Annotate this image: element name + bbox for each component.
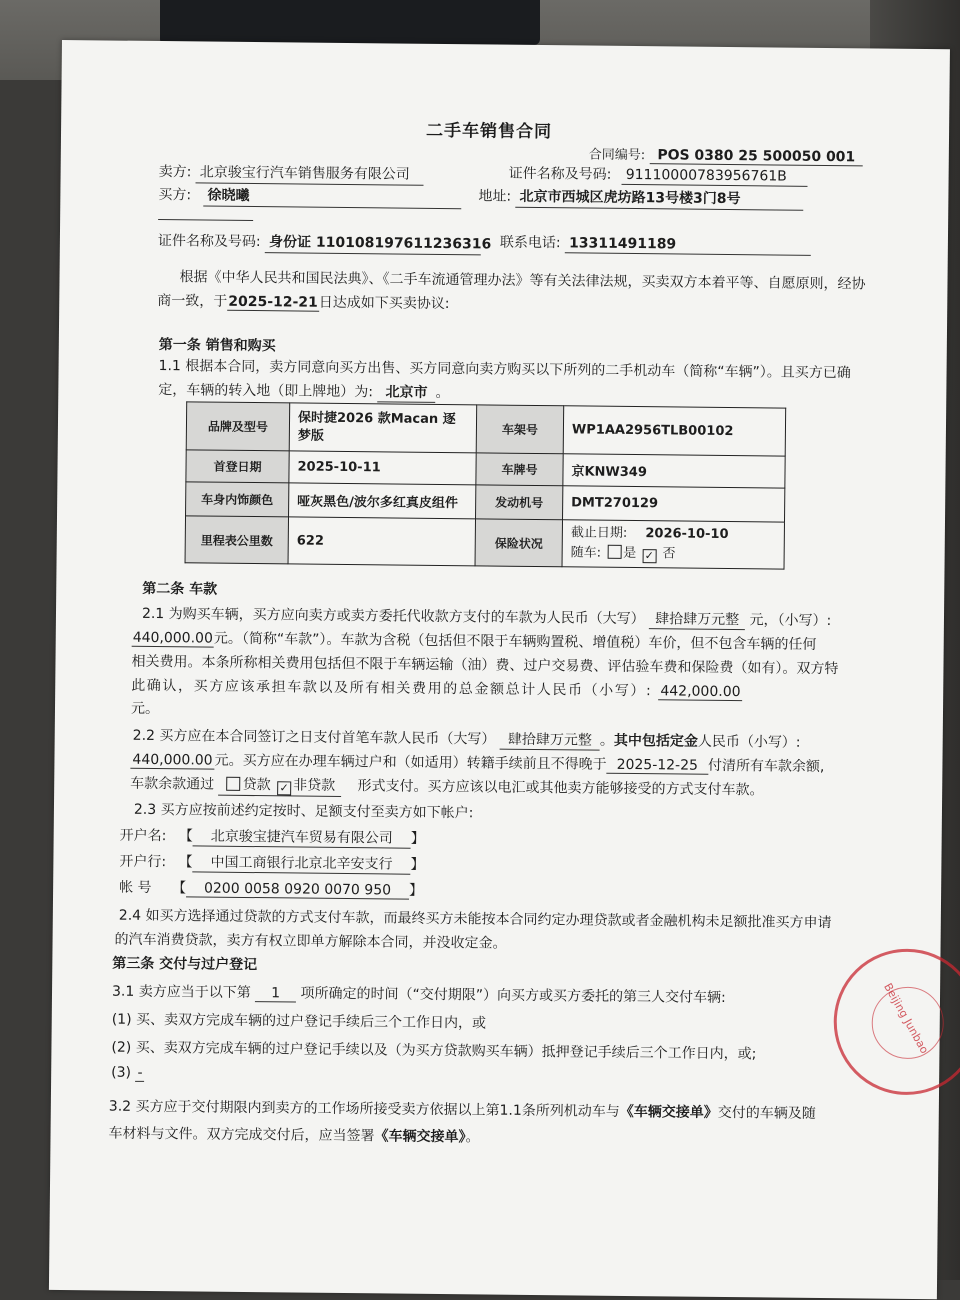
article2-p2-line2 bbox=[130, 749, 824, 776]
a2p2-f: 车款余款通过 bbox=[130, 775, 215, 793]
plate-value: 京KNW349 bbox=[563, 454, 785, 488]
color-label: 车身内饰颜色 bbox=[186, 482, 289, 517]
vin-label: 车架号 bbox=[476, 405, 563, 454]
a2p1-e: 此确认，买方应该承担车款以及所有相关费用的总金额总计人民币（小写）: bbox=[131, 677, 653, 700]
intro-post: 日达成如下买卖协议: bbox=[318, 294, 450, 313]
insurance-cell bbox=[562, 520, 784, 569]
article1-p1-line2 bbox=[158, 379, 449, 403]
buyer-addr-row bbox=[478, 185, 803, 210]
agreement-date: 2025-12-21 bbox=[228, 293, 318, 311]
price-uppercase: 肆拾肆万元整 bbox=[649, 608, 745, 630]
a3p2-a: 3.2 买方应于交付期限内到卖方的工作场所接受卖方依据以上第1.1条所列机动车与 bbox=[108, 1098, 620, 1120]
seller-id-row bbox=[509, 163, 808, 187]
yes-checkbox[interactable] bbox=[607, 545, 621, 559]
seller-id-value: 91110000783956761B bbox=[622, 167, 808, 187]
seller-id-label: 证件名称及号码: bbox=[508, 165, 612, 183]
buyer-label: 买方: bbox=[158, 187, 192, 204]
final-payment-date: 2025-12-25 bbox=[607, 757, 709, 775]
insurance-expiry bbox=[571, 523, 776, 545]
buyer-phone-row bbox=[500, 232, 811, 256]
contract-no-label: 合同编号: bbox=[588, 147, 646, 164]
buyer-value: 徐晓曦 bbox=[203, 184, 461, 209]
insurance-expiry-label: 截止日期: bbox=[570, 525, 628, 541]
a3p2-b: 交付的车辆及随 bbox=[717, 1104, 816, 1122]
account-name-value: 北京骏宝捷汽车贸易有限公司 bbox=[193, 825, 411, 848]
seller-value: 北京骏宝行汽车销售服务有限公司 bbox=[196, 161, 424, 185]
loan-checkbox[interactable] bbox=[227, 777, 241, 791]
price-number: 440,000.00 bbox=[132, 629, 213, 647]
engine-label: 发动机号 bbox=[476, 485, 563, 520]
brand-label: 品牌及型号 bbox=[186, 402, 289, 451]
mileage-label: 里程表公里数 bbox=[185, 516, 288, 564]
with-car-label: 随车: bbox=[570, 545, 602, 561]
a2p2-c: 人民币（小写）: bbox=[697, 733, 801, 751]
reg-date-value: 2025-10-11 bbox=[289, 451, 476, 485]
article2-p2-line3 bbox=[130, 773, 764, 802]
no-loan-checkbox[interactable]: ✓ bbox=[277, 781, 291, 795]
reg-date-label: 首登日期 bbox=[186, 450, 289, 483]
article1-p1-pre: 定，车辆的转入地（即上牌地）为: bbox=[158, 382, 374, 401]
delivery-option-number: 1 bbox=[255, 985, 296, 1002]
first-payment-number: 440,000.00 bbox=[130, 752, 214, 770]
account-bank-value: 中国工商银行北京北辛安支行 bbox=[192, 851, 410, 874]
article2-p1-line3: 相关费用。本条所称相关费用包括但不限于车辆运输（油）费、过户交易费、评估验车费和保险费（如有）。双方特 bbox=[131, 653, 839, 678]
a2p2-a: 2.2 买方应在本合同签订之日支付首笔车款人民币（大写） bbox=[132, 727, 496, 748]
buyer-addr-value: 北京市西城区虎坊路13号楼3门8号 bbox=[515, 186, 803, 211]
vin-value: WP1AA2956TLB00102 bbox=[563, 406, 785, 456]
article2-p2-line1 bbox=[133, 725, 801, 753]
blank-line bbox=[158, 219, 253, 221]
handover-doc: 《车辆交接单》 bbox=[619, 1103, 718, 1121]
a3p2-d: 。 bbox=[465, 1129, 480, 1146]
handover-doc-2: 《车辆交接单》 bbox=[374, 1128, 466, 1146]
article3-p1 bbox=[112, 981, 726, 1007]
article1-p1-line1: 1.1 根据本合同，卖方同意向买方出售、买方同意向卖方购买以下所列的二手机动车（简称“车辆”）。且买方已确 bbox=[158, 358, 851, 382]
option3-label: (3) bbox=[111, 1064, 132, 1081]
first-payment-uppercase: 肆拾肆万元整 bbox=[500, 729, 600, 751]
account-no-row: 帐 号 【 0200 0058 0920 0070 950 】 bbox=[119, 879, 424, 899]
insurance-expiry-value: 2026-10-10 bbox=[645, 526, 729, 543]
a2p2-g: 形式支付。买方应该以电汇或其他卖方能够接受的方式支付车款。 bbox=[357, 778, 764, 799]
article2-p1-line1 bbox=[142, 603, 832, 631]
vehicle-table bbox=[185, 401, 787, 569]
buyer-row bbox=[158, 184, 461, 209]
a2p1-b: 元，（小写）: bbox=[749, 612, 832, 630]
device-edge bbox=[160, 0, 540, 45]
transfer-city: 北京市 bbox=[377, 381, 435, 403]
payment-method-options bbox=[219, 774, 342, 797]
page-title: 二手车销售合同 bbox=[425, 120, 553, 143]
deposit-included: 其中包括定金 bbox=[613, 732, 698, 750]
a2p2-d: 元。买方应在办理车辆过户和（如适用）转籍手续前且不得晚于 bbox=[214, 752, 607, 773]
seller-row bbox=[159, 161, 424, 186]
article2-p1-line2 bbox=[132, 627, 817, 654]
brand-value: 保时捷2026 款Macan 逐梦版 bbox=[289, 403, 476, 453]
buyer-id-label: 证件名称及号码: bbox=[157, 233, 261, 251]
yes-label: 是 bbox=[623, 545, 637, 562]
a2p1-c: 元。（简称“车款”）。车款为含税（包括但不限于车辆购置税、增值税）车价，但不包含车辆的任何 bbox=[213, 630, 817, 653]
delivery-option-1: (1) 买、卖双方完成车辆的过户登记手续后三个工作日内，或 bbox=[111, 1011, 487, 1032]
a2p2-e: 付清所有车款余额, bbox=[707, 757, 825, 776]
table-row bbox=[185, 516, 784, 569]
contract-no-value: POS 0380 25 500050 001 bbox=[649, 147, 863, 166]
account-bank-row: 开户行: 【 中国工商银行北京北辛安支行 】 bbox=[119, 851, 424, 875]
contract-no bbox=[589, 144, 864, 167]
article2-p3: 2.3 买方应按前述约定按时、足额支付至卖方如下帐户: bbox=[133, 801, 474, 822]
intro-pre: 商一致，于 bbox=[157, 293, 228, 310]
article3-p2-line1 bbox=[109, 1096, 816, 1123]
no-label: 否 bbox=[662, 546, 676, 562]
color-value: 哑灰黑色/波尔多红真皮组件 bbox=[289, 483, 476, 519]
no-loan-label: 非贷款 bbox=[293, 777, 336, 794]
account-no-label: 帐 号 bbox=[119, 879, 152, 896]
article2-p1-line4 bbox=[131, 675, 743, 701]
article3-p2-line2 bbox=[108, 1123, 479, 1147]
buyer-id-value: 身份证 110108197611236316 bbox=[265, 231, 481, 255]
account-bank-label: 开户行: bbox=[119, 853, 167, 871]
buyer-id-row bbox=[157, 230, 492, 255]
mileage-value: 622 bbox=[288, 517, 475, 566]
a2p1-a: 2.1 为购买车辆，买方应向卖方或卖方委托代收款方支付的车款为人民币（大写） bbox=[141, 605, 645, 628]
article2-heading: 第二条 车款 bbox=[142, 580, 218, 598]
plate-label: 车牌号 bbox=[476, 453, 563, 486]
no-checkbox[interactable]: ✓ bbox=[642, 549, 656, 563]
engine-value: DMT270129 bbox=[563, 486, 785, 522]
article3-heading: 第三条 交付与过户登记 bbox=[112, 955, 258, 974]
intro-line2 bbox=[157, 290, 449, 313]
a2p2-b: 。 bbox=[599, 732, 614, 749]
seller-label: 卖方: bbox=[158, 164, 192, 181]
article1-p1-post: 。 bbox=[435, 384, 450, 402]
option3-value: - bbox=[135, 1065, 144, 1082]
a3p1-b: 项所确定的时间（“交付期限”）向买方或买方委托的第三人交付车辆: bbox=[300, 985, 726, 1007]
seal-text: Beijing Junbao bbox=[881, 980, 932, 1056]
a3p2-c: 车材料与文件。双方完成交付后，应当签署 bbox=[108, 1125, 375, 1145]
delivery-option-2: (2) 买、卖双方完成车辆的过户登记手续以及（为买方贷款购买车辆）抵押登记手续后三个工作日内，或; bbox=[111, 1039, 757, 1063]
a3p1-a: 3.1 卖方应当于以下第 bbox=[111, 983, 251, 1002]
delivery-option-3 bbox=[111, 1065, 145, 1082]
insurance-with-car bbox=[571, 543, 776, 565]
article1-heading: 第一条 销售和购买 bbox=[158, 337, 276, 355]
insurance-label: 保险状况 bbox=[475, 519, 562, 567]
account-no-value: 0200 0058 0920 0070 950 bbox=[186, 880, 409, 899]
article2-p4-line1: 2.4 如买方选择通过贷款的方式支付车款，而最终买方未能按本合同约定办理贷款或者金融机构未足额批准买方申请 bbox=[118, 907, 832, 932]
contract-paper bbox=[49, 40, 950, 1299]
loan-label: 贷款 bbox=[242, 776, 271, 794]
account-name-row: 开户名: 【 北京骏宝捷汽车贸易有限公司 】 bbox=[120, 825, 425, 849]
buyer-phone-value: 13311491189 bbox=[565, 235, 811, 256]
company-seal bbox=[833, 948, 960, 1096]
buyer-phone-label: 联系电话: bbox=[499, 234, 561, 252]
intro-line1: 根据《中华人民共和国民法典》、《二手车流通管理办法》等有关法律法规，买卖双方本着平等、自愿原则，经协 bbox=[179, 269, 866, 293]
article2-p4-line2: 的汽车消费贷款，卖方有权立即单方解除本合同，并没收定金。 bbox=[114, 931, 507, 952]
account-name-label: 开户名: bbox=[119, 827, 167, 845]
buyer-addr-label: 地址: bbox=[478, 188, 512, 205]
article2-p1-line5: 元。 bbox=[130, 700, 160, 718]
table-row bbox=[186, 402, 785, 456]
total-amount: 442,000.00 bbox=[658, 683, 742, 701]
